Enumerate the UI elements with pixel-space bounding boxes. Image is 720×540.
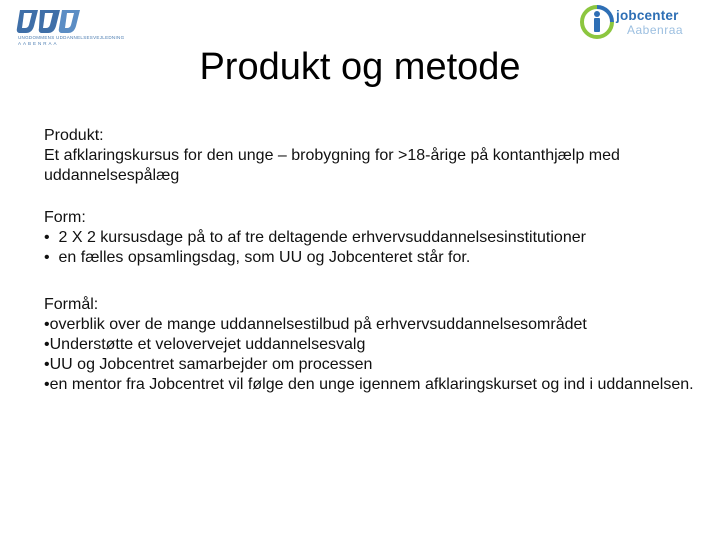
formaal-item: •Understøtte et velovervejet uddannelsesvalg [44, 336, 366, 353]
jobcenter-subname: Aabenraa [627, 23, 684, 37]
uu-logo-subtext: AABENRAA [18, 41, 59, 46]
produkt-text: Et afklaringskursus for den unge – brobygning for >18-årige på kontanthjælp med uddannelsespålæg [44, 147, 620, 184]
form-heading: Form: [44, 209, 86, 226]
formaal-item: •overblik over de mange uddannelsestilbud på erhvervsuddannelsesområdet [44, 316, 587, 333]
produkt-heading: Produkt: [44, 127, 104, 144]
uu-logo-icon [16, 8, 108, 36]
page-title: Produkt og metode [199, 46, 521, 88]
form-item: • en fælles opsamlingsdag, som UU og Jobcenteret står for. [44, 249, 471, 266]
jobcenter-name: jobcenter [616, 8, 679, 23]
uu-logo-text: UNGDOMMENS UDDANNELSESVEJLEDNING [18, 35, 125, 40]
slide-body [44, 126, 704, 395]
form-item: • 2 X 2 kursusdage på to af tre deltagende erhvervsuddannelsesinstitutioner [44, 229, 586, 246]
formaal-item: •en mentor fra Jobcentret vil følge den unge igennem afklaringskurset og ind i uddannelsen. [44, 376, 694, 393]
jobcenter-logo [580, 5, 710, 39]
uu-aabenraa-logo [16, 8, 125, 48]
jobcenter-i-icon [580, 5, 614, 39]
formaal-item: •UU og Jobcentret samarbejder om processen [44, 356, 373, 373]
formaal-heading: Formål: [44, 296, 99, 313]
